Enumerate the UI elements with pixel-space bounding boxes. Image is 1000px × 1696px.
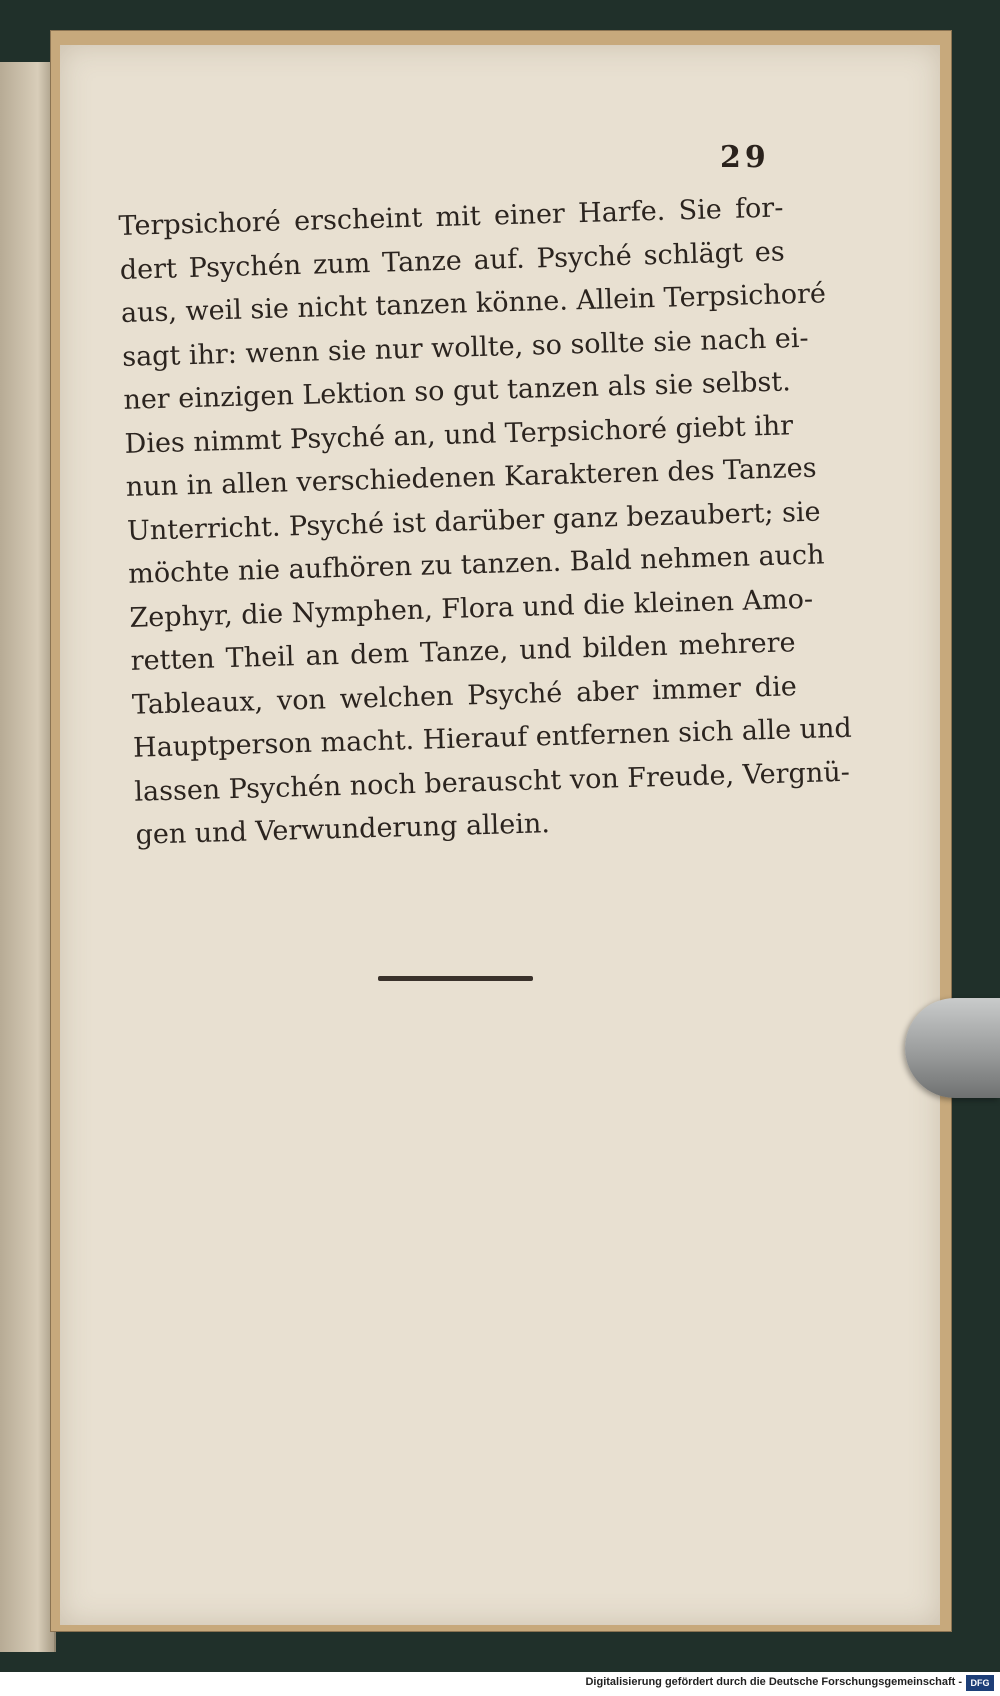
page-holder-clip bbox=[905, 998, 1000, 1098]
text-line: gen und Verwunderung allein. bbox=[135, 808, 551, 851]
dfg-logo: DFG bbox=[966, 1675, 994, 1691]
text-line: möchte nie aufhören zu tanzen. Bald nehmen auch bbox=[127, 539, 825, 590]
text-line: Unterricht. Psyché ist darüber ganz bezaubert; sie bbox=[126, 496, 821, 547]
text-line: Dies nimmt Psyché an, und Terpsichoré giebt ihr bbox=[124, 409, 794, 460]
text-line: ner einzigen Lektion so gut tanzen als sie selbst. bbox=[123, 366, 792, 416]
text-line: nun in allen verschiedenen Karakteren des Tanzes bbox=[125, 452, 817, 503]
text-line: Zephyr, die Nymphen, Flora und die kleinen Amo- bbox=[129, 583, 814, 634]
text-line: retten Theil an dem Tanze, und bilden mehrere bbox=[130, 627, 796, 677]
text-line: Terpsichoré erscheint mit einer Harfe. Sie for- bbox=[118, 192, 784, 242]
text-line: lassen Psychén noch berauscht von Freude, Vergnü- bbox=[133, 756, 851, 808]
section-divider-rule bbox=[378, 976, 533, 981]
text-line: aus, weil sie nicht tanzen könne. Allein Terpsichoré bbox=[120, 278, 827, 329]
text-line: sagt ihr: wenn sie nur wollte, so sollte sie nach ei- bbox=[121, 322, 809, 373]
footer-bar bbox=[0, 1672, 1000, 1696]
text-line: Hauptperson macht. Hierauf entfernen sich alle und bbox=[132, 712, 853, 764]
page-number: 29 bbox=[720, 140, 770, 175]
page-body-text bbox=[118, 186, 853, 857]
previous-page-edge bbox=[0, 62, 56, 1652]
funding-notice: Digitalisierung gefördert durch die Deutsche Forschungsgemeinschaft - bbox=[585, 1676, 962, 1688]
text-line: Tableaux, von welchen Psyché aber immer die bbox=[131, 670, 798, 721]
text-line: dert Psychén zum Tanze auf. Psyché schlägt es bbox=[119, 235, 785, 286]
